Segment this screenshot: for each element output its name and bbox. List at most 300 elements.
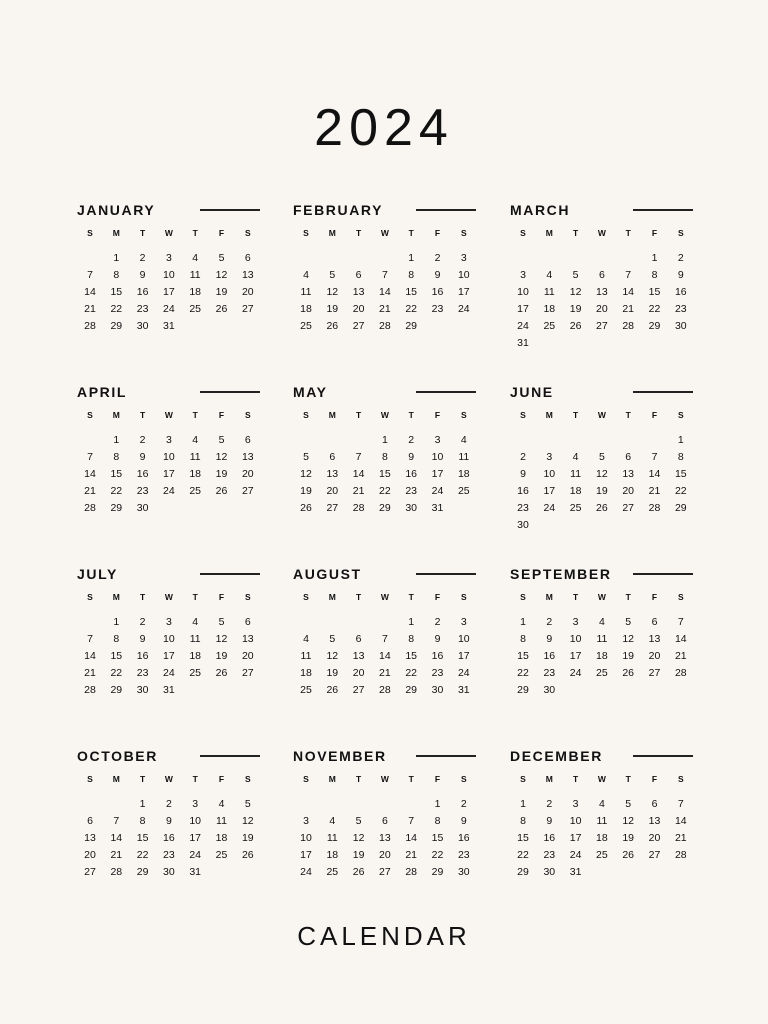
- day-cell[interactable]: 11: [189, 451, 201, 463]
- day-cell[interactable]: 28: [674, 667, 687, 679]
- day-cell[interactable]: 24: [517, 320, 529, 332]
- day-cell[interactable]: 1: [113, 434, 120, 446]
- day-cell[interactable]: 5: [355, 815, 362, 827]
- day-cell[interactable]: 23: [431, 303, 444, 315]
- day-cell[interactable]: 7: [625, 269, 632, 281]
- day-cell[interactable]: 4: [218, 798, 225, 810]
- day-cell[interactable]: 26: [352, 866, 365, 878]
- day-cell[interactable]: 20: [241, 650, 254, 662]
- day-cell[interactable]: 27: [648, 667, 661, 679]
- day-cell[interactable]: 11: [596, 815, 608, 827]
- day-cell[interactable]: 22: [431, 849, 444, 861]
- day-cell[interactable]: 8: [408, 269, 415, 281]
- day-cell[interactable]: 11: [189, 633, 201, 645]
- day-cell[interactable]: 15: [405, 286, 418, 298]
- day-cell[interactable]: 21: [84, 303, 96, 315]
- day-cell[interactable]: 22: [110, 667, 123, 679]
- day-cell[interactable]: 6: [87, 815, 93, 827]
- day-cell[interactable]: 30: [457, 866, 470, 878]
- day-cell[interactable]: 15: [110, 286, 123, 298]
- day-cell[interactable]: 23: [543, 667, 556, 679]
- day-cell[interactable]: 16: [136, 286, 149, 298]
- day-cell[interactable]: 22: [517, 849, 529, 861]
- day-cell[interactable]: 3: [165, 252, 172, 264]
- day-cell[interactable]: 9: [408, 451, 415, 463]
- day-cell[interactable]: 3: [165, 616, 172, 628]
- day-cell[interactable]: 26: [215, 303, 228, 315]
- day-cell[interactable]: 12: [326, 650, 339, 662]
- day-cell[interactable]: 12: [622, 633, 635, 645]
- day-cell[interactable]: 18: [543, 303, 556, 315]
- day-cell[interactable]: 6: [381, 815, 388, 827]
- day-cell[interactable]: 1: [408, 252, 415, 264]
- day-cell[interactable]: 21: [379, 303, 391, 315]
- day-cell[interactable]: 29: [136, 866, 149, 878]
- day-cell[interactable]: 13: [352, 650, 365, 662]
- day-cell[interactable]: 22: [110, 303, 123, 315]
- day-cell[interactable]: 8: [434, 815, 441, 827]
- day-cell[interactable]: 27: [379, 866, 391, 878]
- day-cell[interactable]: 8: [520, 633, 526, 645]
- day-cell[interactable]: 30: [136, 684, 149, 696]
- day-cell[interactable]: 26: [241, 849, 254, 861]
- day-cell[interactable]: 28: [379, 684, 391, 696]
- day-cell[interactable]: 4: [329, 815, 336, 827]
- day-cell[interactable]: 1: [408, 616, 415, 628]
- day-cell[interactable]: 2: [520, 451, 526, 463]
- day-cell[interactable]: 10: [163, 269, 175, 281]
- day-cell[interactable]: 19: [241, 832, 254, 844]
- day-cell[interactable]: 7: [355, 451, 362, 463]
- day-cell[interactable]: 11: [543, 286, 555, 298]
- day-cell[interactable]: 14: [379, 650, 391, 662]
- day-cell[interactable]: 23: [405, 485, 418, 497]
- day-cell[interactable]: 8: [408, 633, 415, 645]
- day-cell[interactable]: 18: [596, 832, 608, 844]
- day-cell[interactable]: 9: [677, 269, 684, 281]
- day-cell[interactable]: 15: [136, 832, 149, 844]
- day-cell[interactable]: 4: [546, 269, 553, 281]
- day-cell[interactable]: 3: [303, 815, 309, 827]
- day-cell[interactable]: 22: [379, 485, 391, 497]
- day-cell[interactable]: 11: [326, 832, 338, 844]
- day-cell[interactable]: 19: [596, 485, 608, 497]
- day-cell[interactable]: 16: [431, 650, 444, 662]
- day-cell[interactable]: 14: [84, 468, 96, 480]
- day-cell[interactable]: 4: [303, 269, 309, 281]
- day-cell[interactable]: 30: [543, 866, 556, 878]
- day-cell[interactable]: 25: [189, 667, 202, 679]
- day-cell[interactable]: 3: [572, 616, 579, 628]
- day-cell[interactable]: 29: [431, 866, 444, 878]
- day-cell[interactable]: 17: [163, 286, 175, 298]
- day-cell[interactable]: 28: [84, 320, 96, 332]
- day-cell[interactable]: 28: [84, 502, 96, 514]
- day-cell[interactable]: 27: [241, 485, 254, 497]
- day-cell[interactable]: 18: [457, 468, 470, 480]
- day-cell[interactable]: 9: [434, 269, 441, 281]
- day-cell[interactable]: 1: [381, 434, 388, 446]
- day-cell[interactable]: 4: [572, 451, 579, 463]
- day-cell[interactable]: 19: [215, 468, 228, 480]
- day-cell[interactable]: 3: [192, 798, 199, 810]
- day-cell[interactable]: 12: [326, 286, 339, 298]
- day-cell[interactable]: 17: [457, 286, 470, 298]
- day-cell[interactable]: 23: [136, 303, 149, 315]
- day-cell[interactable]: 20: [648, 832, 661, 844]
- day-cell[interactable]: 6: [244, 616, 251, 628]
- day-cell[interactable]: 14: [622, 286, 635, 298]
- day-cell[interactable]: 11: [458, 451, 470, 463]
- day-cell[interactable]: 7: [677, 798, 684, 810]
- day-cell[interactable]: 6: [651, 616, 658, 628]
- day-cell[interactable]: 23: [163, 849, 175, 861]
- day-cell[interactable]: 28: [648, 502, 661, 514]
- day-cell[interactable]: 26: [215, 485, 228, 497]
- day-cell[interactable]: 13: [326, 468, 339, 480]
- day-cell[interactable]: 10: [569, 815, 582, 827]
- day-cell[interactable]: 17: [517, 303, 529, 315]
- day-cell[interactable]: 13: [648, 633, 661, 645]
- day-cell[interactable]: 7: [408, 815, 415, 827]
- day-cell[interactable]: 5: [218, 616, 225, 628]
- day-cell[interactable]: 16: [674, 286, 687, 298]
- day-cell[interactable]: 6: [651, 798, 658, 810]
- day-cell[interactable]: 23: [543, 849, 556, 861]
- day-cell[interactable]: 23: [674, 303, 687, 315]
- day-cell[interactable]: 12: [215, 633, 228, 645]
- day-cell[interactable]: 27: [241, 667, 254, 679]
- day-cell[interactable]: 17: [431, 468, 444, 480]
- day-cell[interactable]: 27: [648, 849, 661, 861]
- day-cell[interactable]: 7: [87, 451, 93, 463]
- day-cell[interactable]: 9: [139, 269, 146, 281]
- day-cell[interactable]: 22: [405, 303, 418, 315]
- day-cell[interactable]: 25: [189, 303, 202, 315]
- day-cell[interactable]: 24: [300, 866, 312, 878]
- day-cell[interactable]: 4: [192, 434, 199, 446]
- day-cell[interactable]: 15: [110, 468, 123, 480]
- day-cell[interactable]: 14: [405, 832, 418, 844]
- day-cell[interactable]: 22: [648, 303, 661, 315]
- day-cell[interactable]: 9: [139, 633, 146, 645]
- day-cell[interactable]: 10: [300, 832, 312, 844]
- day-cell[interactable]: 1: [520, 616, 526, 628]
- day-cell[interactable]: 18: [300, 303, 312, 315]
- day-cell[interactable]: 31: [517, 337, 529, 349]
- day-cell[interactable]: 28: [622, 320, 635, 332]
- day-cell[interactable]: 11: [300, 286, 312, 298]
- day-cell[interactable]: 16: [457, 832, 470, 844]
- day-cell[interactable]: 24: [569, 849, 582, 861]
- day-cell[interactable]: 30: [431, 684, 444, 696]
- day-cell[interactable]: 8: [113, 633, 120, 645]
- day-cell[interactable]: 16: [543, 650, 556, 662]
- day-cell[interactable]: 29: [110, 684, 123, 696]
- day-cell[interactable]: 1: [677, 434, 684, 446]
- day-cell[interactable]: 27: [352, 320, 365, 332]
- day-cell[interactable]: 19: [569, 303, 582, 315]
- day-cell[interactable]: 2: [139, 434, 146, 446]
- day-cell[interactable]: 13: [241, 633, 254, 645]
- day-cell[interactable]: 6: [329, 451, 336, 463]
- day-cell[interactable]: 19: [215, 286, 228, 298]
- day-cell[interactable]: 20: [326, 485, 339, 497]
- day-cell[interactable]: 5: [625, 798, 632, 810]
- day-cell[interactable]: 18: [215, 832, 228, 844]
- day-cell[interactable]: 23: [431, 667, 444, 679]
- day-cell[interactable]: 24: [543, 502, 556, 514]
- day-cell[interactable]: 20: [84, 849, 96, 861]
- day-cell[interactable]: 25: [596, 849, 608, 861]
- day-cell[interactable]: 8: [520, 815, 526, 827]
- day-cell[interactable]: 10: [163, 633, 175, 645]
- day-cell[interactable]: 26: [326, 684, 339, 696]
- day-cell[interactable]: 5: [572, 269, 579, 281]
- day-cell[interactable]: 25: [215, 849, 228, 861]
- day-cell[interactable]: 31: [457, 684, 470, 696]
- day-cell[interactable]: 3: [460, 252, 467, 264]
- day-cell[interactable]: 6: [355, 269, 362, 281]
- day-cell[interactable]: 2: [546, 616, 553, 628]
- day-cell[interactable]: 2: [165, 798, 172, 810]
- day-cell[interactable]: 14: [674, 633, 687, 645]
- day-cell[interactable]: 29: [517, 684, 529, 696]
- day-cell[interactable]: 19: [326, 667, 339, 679]
- day-cell[interactable]: 20: [622, 485, 635, 497]
- day-cell[interactable]: 11: [216, 815, 227, 827]
- day-cell[interactable]: 24: [457, 667, 470, 679]
- day-cell[interactable]: 25: [543, 320, 556, 332]
- day-cell[interactable]: 18: [300, 667, 312, 679]
- day-cell[interactable]: 1: [113, 616, 120, 628]
- day-cell[interactable]: 14: [674, 815, 687, 827]
- day-cell[interactable]: 8: [113, 451, 120, 463]
- day-cell[interactable]: 13: [352, 286, 365, 298]
- day-cell[interactable]: 19: [352, 849, 365, 861]
- day-cell[interactable]: 12: [241, 815, 254, 827]
- day-cell[interactable]: 15: [674, 468, 687, 480]
- day-cell[interactable]: 13: [596, 286, 608, 298]
- day-cell[interactable]: 29: [110, 502, 123, 514]
- day-cell[interactable]: 5: [625, 616, 632, 628]
- day-cell[interactable]: 9: [546, 815, 553, 827]
- day-cell[interactable]: 12: [622, 815, 635, 827]
- day-cell[interactable]: 21: [622, 303, 635, 315]
- day-cell[interactable]: 25: [457, 485, 470, 497]
- day-cell[interactable]: 14: [648, 468, 661, 480]
- day-cell[interactable]: 12: [352, 832, 365, 844]
- day-cell[interactable]: 6: [244, 434, 251, 446]
- day-cell[interactable]: 21: [405, 849, 418, 861]
- day-cell[interactable]: 8: [113, 269, 120, 281]
- day-cell[interactable]: 8: [381, 451, 388, 463]
- day-cell[interactable]: 5: [303, 451, 309, 463]
- day-cell[interactable]: 19: [326, 303, 339, 315]
- day-cell[interactable]: 16: [405, 468, 418, 480]
- day-cell[interactable]: 12: [300, 468, 312, 480]
- day-cell[interactable]: 29: [517, 866, 529, 878]
- day-cell[interactable]: 27: [241, 303, 254, 315]
- day-cell[interactable]: 30: [405, 502, 418, 514]
- day-cell[interactable]: 19: [215, 650, 228, 662]
- day-cell[interactable]: 22: [517, 667, 529, 679]
- day-cell[interactable]: 3: [520, 269, 526, 281]
- day-cell[interactable]: 7: [87, 269, 93, 281]
- day-cell[interactable]: 15: [517, 832, 529, 844]
- day-cell[interactable]: 1: [139, 798, 146, 810]
- day-cell[interactable]: 2: [139, 252, 146, 264]
- day-cell[interactable]: 10: [431, 451, 444, 463]
- day-cell[interactable]: 24: [457, 303, 470, 315]
- day-cell[interactable]: 24: [163, 303, 175, 315]
- day-cell[interactable]: 24: [163, 485, 175, 497]
- day-cell[interactable]: 24: [163, 667, 175, 679]
- day-cell[interactable]: 16: [543, 832, 556, 844]
- day-cell[interactable]: 5: [329, 269, 336, 281]
- day-cell[interactable]: 27: [326, 502, 339, 514]
- day-cell[interactable]: 27: [352, 684, 365, 696]
- day-cell[interactable]: 1: [520, 798, 526, 810]
- day-cell[interactable]: 11: [570, 468, 582, 480]
- day-cell[interactable]: 28: [110, 866, 123, 878]
- day-cell[interactable]: 23: [517, 502, 529, 514]
- day-cell[interactable]: 13: [622, 468, 635, 480]
- day-cell[interactable]: 31: [569, 866, 582, 878]
- day-cell[interactable]: 17: [457, 650, 470, 662]
- day-cell[interactable]: 5: [598, 451, 605, 463]
- day-cell[interactable]: 28: [352, 502, 365, 514]
- day-cell[interactable]: 10: [569, 633, 582, 645]
- day-cell[interactable]: 22: [405, 667, 418, 679]
- day-cell[interactable]: 25: [300, 320, 312, 332]
- day-cell[interactable]: 13: [379, 832, 391, 844]
- day-cell[interactable]: 10: [457, 269, 470, 281]
- day-cell[interactable]: 30: [136, 502, 149, 514]
- day-cell[interactable]: 9: [546, 633, 553, 645]
- day-cell[interactable]: 2: [434, 252, 441, 264]
- day-cell[interactable]: 18: [569, 485, 582, 497]
- day-cell[interactable]: 9: [520, 468, 526, 480]
- day-cell[interactable]: 21: [379, 667, 391, 679]
- day-cell[interactable]: 18: [189, 650, 202, 662]
- day-cell[interactable]: 19: [300, 485, 312, 497]
- day-cell[interactable]: 10: [457, 633, 470, 645]
- day-cell[interactable]: 15: [110, 650, 123, 662]
- day-cell[interactable]: 29: [405, 320, 418, 332]
- day-cell[interactable]: 29: [674, 502, 687, 514]
- day-cell[interactable]: 15: [379, 468, 391, 480]
- day-cell[interactable]: 21: [84, 485, 96, 497]
- day-cell[interactable]: 25: [189, 485, 202, 497]
- day-cell[interactable]: 19: [622, 832, 635, 844]
- day-cell[interactable]: 27: [84, 866, 96, 878]
- day-cell[interactable]: 26: [622, 667, 635, 679]
- day-cell[interactable]: 30: [163, 866, 175, 878]
- day-cell[interactable]: 17: [569, 832, 582, 844]
- day-cell[interactable]: 4: [598, 616, 605, 628]
- day-cell[interactable]: 9: [139, 451, 146, 463]
- day-cell[interactable]: 28: [84, 684, 96, 696]
- day-cell[interactable]: 20: [352, 667, 365, 679]
- day-cell[interactable]: 31: [163, 320, 175, 332]
- day-cell[interactable]: 7: [651, 451, 658, 463]
- day-cell[interactable]: 16: [136, 468, 149, 480]
- day-cell[interactable]: 10: [163, 451, 175, 463]
- day-cell[interactable]: 6: [625, 451, 632, 463]
- day-cell[interactable]: 25: [569, 502, 582, 514]
- day-cell[interactable]: 28: [674, 849, 687, 861]
- day-cell[interactable]: 24: [569, 667, 582, 679]
- day-cell[interactable]: 1: [651, 252, 658, 264]
- day-cell[interactable]: 1: [434, 798, 441, 810]
- day-cell[interactable]: 19: [622, 650, 635, 662]
- day-cell[interactable]: 20: [352, 303, 365, 315]
- day-cell[interactable]: 13: [84, 832, 96, 844]
- day-cell[interactable]: 22: [674, 485, 687, 497]
- day-cell[interactable]: 23: [457, 849, 470, 861]
- day-cell[interactable]: 1: [113, 252, 120, 264]
- day-cell[interactable]: 30: [517, 519, 529, 531]
- day-cell[interactable]: 8: [677, 451, 684, 463]
- day-cell[interactable]: 18: [189, 468, 202, 480]
- day-cell[interactable]: 26: [300, 502, 312, 514]
- day-cell[interactable]: 10: [517, 286, 529, 298]
- day-cell[interactable]: 31: [163, 684, 175, 696]
- day-cell[interactable]: 24: [431, 485, 444, 497]
- day-cell[interactable]: 2: [546, 798, 553, 810]
- day-cell[interactable]: 26: [569, 320, 582, 332]
- day-cell[interactable]: 14: [352, 468, 365, 480]
- day-cell[interactable]: 18: [596, 650, 608, 662]
- day-cell[interactable]: 2: [408, 434, 415, 446]
- day-cell[interactable]: 22: [110, 485, 123, 497]
- day-cell[interactable]: 30: [136, 320, 149, 332]
- day-cell[interactable]: 4: [192, 252, 199, 264]
- day-cell[interactable]: 11: [189, 269, 201, 281]
- day-cell[interactable]: 20: [596, 303, 608, 315]
- day-cell[interactable]: 29: [405, 684, 418, 696]
- day-cell[interactable]: 29: [379, 502, 391, 514]
- day-cell[interactable]: 23: [136, 485, 149, 497]
- day-cell[interactable]: 7: [381, 633, 388, 645]
- day-cell[interactable]: 21: [648, 485, 661, 497]
- day-cell[interactable]: 30: [543, 684, 556, 696]
- day-cell[interactable]: 31: [431, 502, 444, 514]
- day-cell[interactable]: 6: [244, 252, 251, 264]
- day-cell[interactable]: 15: [648, 286, 661, 298]
- day-cell[interactable]: 12: [215, 451, 228, 463]
- day-cell[interactable]: 25: [326, 866, 339, 878]
- day-cell[interactable]: 6: [355, 633, 362, 645]
- day-cell[interactable]: 31: [189, 866, 202, 878]
- day-cell[interactable]: 8: [139, 815, 146, 827]
- day-cell[interactable]: 9: [165, 815, 172, 827]
- day-cell[interactable]: 3: [546, 451, 553, 463]
- day-cell[interactable]: 7: [381, 269, 388, 281]
- day-cell[interactable]: 24: [189, 849, 202, 861]
- day-cell[interactable]: 11: [596, 633, 608, 645]
- day-cell[interactable]: 14: [379, 286, 391, 298]
- day-cell[interactable]: 12: [215, 269, 228, 281]
- day-cell[interactable]: 17: [163, 650, 175, 662]
- day-cell[interactable]: 26: [326, 320, 339, 332]
- day-cell[interactable]: 17: [543, 485, 556, 497]
- day-cell[interactable]: 17: [569, 650, 582, 662]
- day-cell[interactable]: 5: [329, 633, 336, 645]
- day-cell[interactable]: 8: [651, 269, 658, 281]
- day-cell[interactable]: 9: [460, 815, 467, 827]
